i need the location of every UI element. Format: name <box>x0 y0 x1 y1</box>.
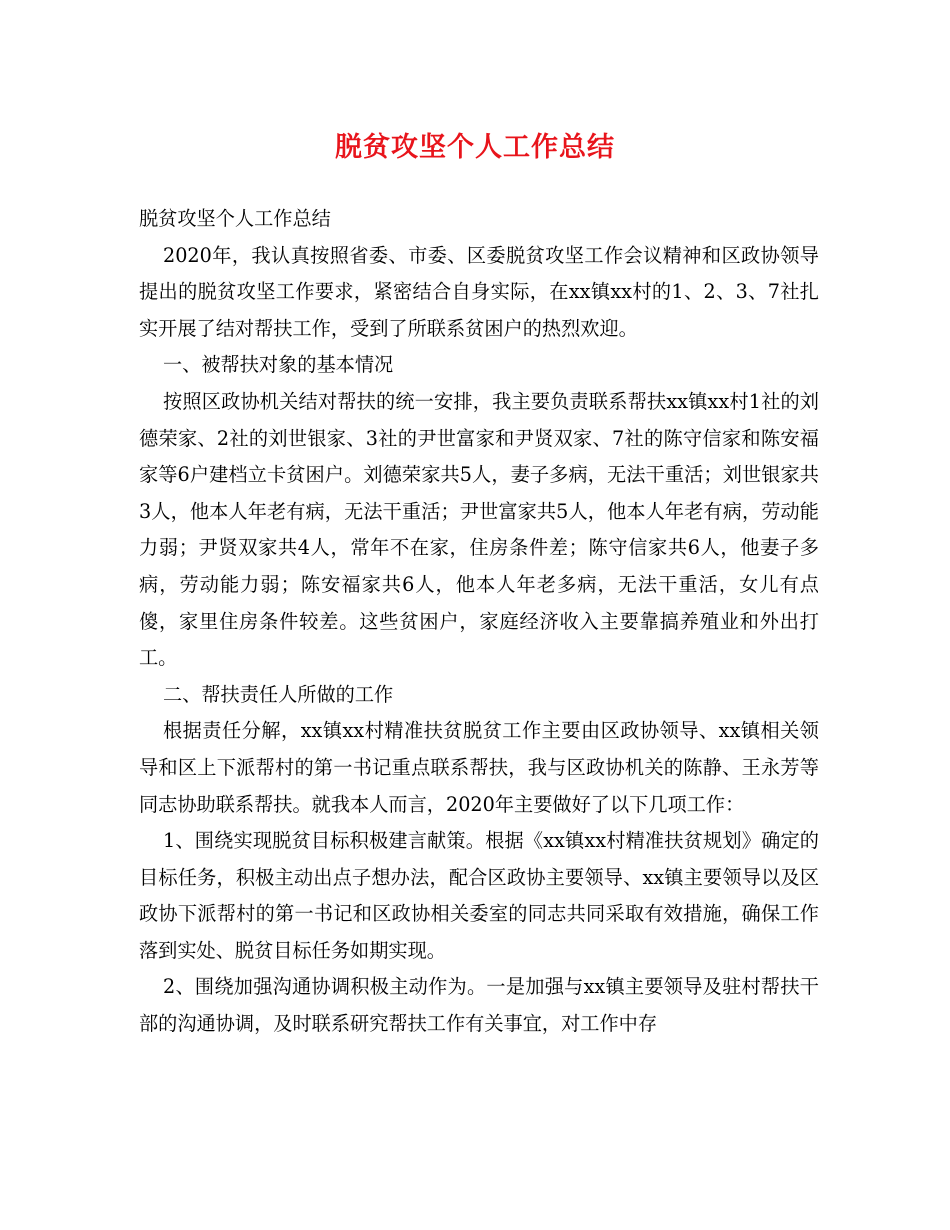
document-subtitle: 脱贫攻坚个人工作总结 <box>139 207 331 230</box>
section-heading-work-done: 二、帮扶责任人所做的工作 <box>163 682 394 706</box>
section-heading-basic-situation: 一、被帮扶对象的基本情况 <box>163 353 394 377</box>
document-body <box>139 201 819 1043</box>
document-title: 脱贫攻坚个人工作总结 <box>335 132 615 163</box>
work-item-2-paragraph: 2、围绕加强沟通协调积极主动作为。一是加强与xx镇主要领导及驻村帮扶干部的沟通协调，及时联系研究帮扶工作有关事宜，对工作中存 <box>139 975 819 1036</box>
basic-situation-paragraph: 按照区政协机关结对帮扶的统一安排，我主要负责联系帮扶xx镇xx村1社的刘德荣家、2社的刘世银家、3社的尹世富家和尹贤双家、7社的陈守信家和陈安福家等6户建档立卡贫困户。刘德荣家共5人，妻子多病，无法干重活；刘世银家共3人，他本人年老有病，无法干重活；尹世富家共5人，他本人年老有病，劳动能力弱；尹贤双家共4人，常年不在家，住房条件差；陈守信家共6人，他妻子多病，劳动能力弱；陈安福家共6人，他本人年老多病，无法干重活，女儿有点傻，家里住房条件较差。这些贫困户，家庭经济收入主要靠搞养殖业和外出打工。 <box>139 389 819 670</box>
work-done-paragraph: 根据责任分解，xx镇xx村精准扶贫脱贫工作主要由区政协领导、xx镇相关领导和区上下派帮村的第一书记重点联系帮扶，我与区政协机关的陈静、王永芳等同志协助联系帮扶。就我本人而言，2020年主要做好了以下几项工作： <box>139 719 819 816</box>
work-item-1-paragraph: 1、围绕实现脱贫目标积极建言献策。根据《xx镇xx村精准扶贫规划》确定的目标任务，积极主动出点子想办法，配合区政协主要领导、xx镇主要领导以及区政协下派帮村的第一书记和区政协相关委室的同志共同采取有效措施，确保工作落到实处、脱贫目标任务如期实现。 <box>139 829 819 962</box>
intro-paragraph: 2020年，我认真按照省委、市委、区委脱贫攻坚工作会议精神和区政协领导提出的脱贫攻坚工作要求，紧密结合自身实际，在xx镇xx村的1、2、3、7社扎实开展了结对帮扶工作，受到了所联系贫困户的热烈欢迎。 <box>139 243 819 340</box>
